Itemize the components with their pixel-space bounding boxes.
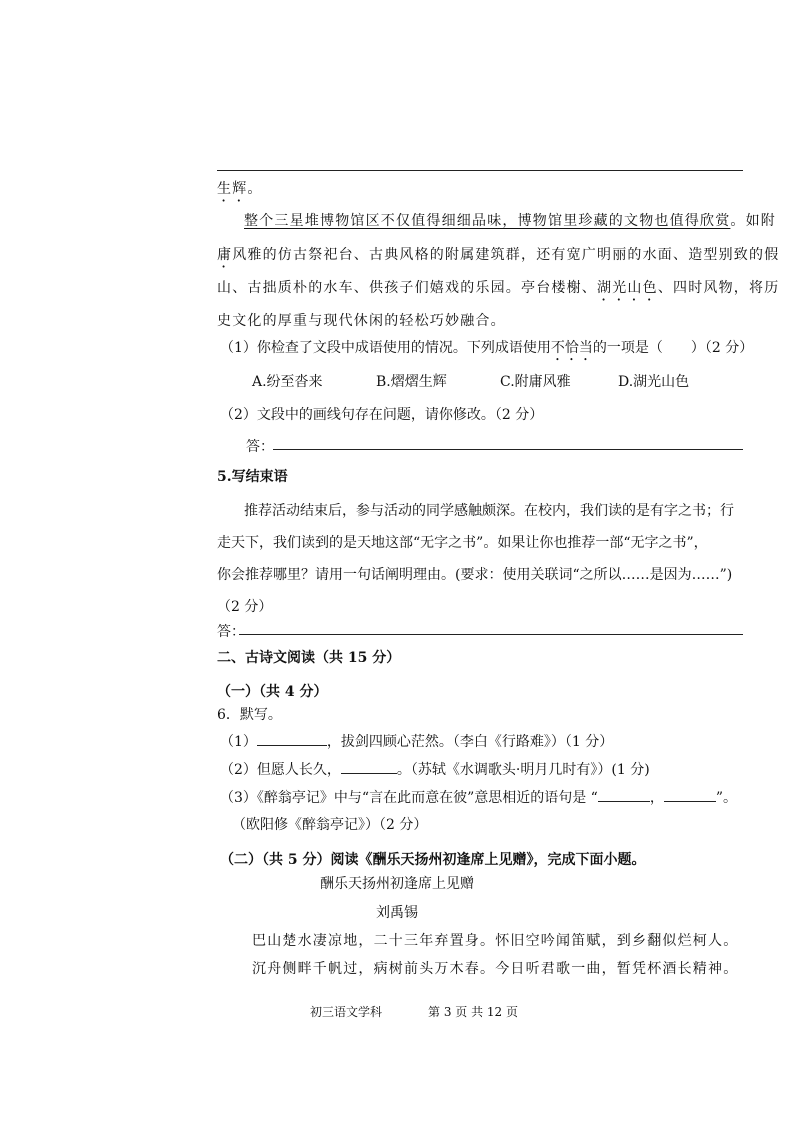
answer-label-s5: 答： bbox=[217, 624, 245, 640]
paragraph-continuation: 生辉。 bbox=[217, 181, 263, 197]
blank-6-1[interactable] bbox=[257, 731, 327, 746]
poem-author: 刘禹锡 bbox=[376, 905, 418, 921]
answer-label-q2: 答： bbox=[246, 439, 274, 455]
section-5-line-1: 推荐活动结束后，参与活动的同学感触颇深。在校内，我们读的是有字之书；行 bbox=[244, 503, 734, 519]
option-a: A.纷至沓来 bbox=[252, 374, 323, 390]
question-1: （1）你检查了文段中成语使用的情况。下列成语使用不恰当的一项是（ ）（2 分） bbox=[220, 340, 754, 356]
paragraph-line-4: 史文化的厚重与现代休闲的轻松巧妙融合。 bbox=[217, 313, 506, 329]
section-5-heading: 5.写结束语 bbox=[217, 469, 288, 485]
question-6-3-source: （欧阳修《醉翁亭记》）（2 分） bbox=[232, 817, 428, 833]
question-2: （2）文段中的画线句存在问题，请你修改。（2 分） bbox=[220, 407, 544, 423]
section-5-line-2: 走天下，我们读到的是天地这部“无字之书”。如果让你也推荐一部“无字之书”， bbox=[217, 535, 708, 551]
section-5-line-4: （2 分） bbox=[217, 599, 273, 615]
blank-6-2[interactable] bbox=[341, 759, 397, 774]
subsection-2-heading: （二）（共 5 分）阅读《酬乐天扬州初逢席上见赠》，完成下面小题。 bbox=[220, 852, 646, 868]
emphasized-idiom: 湖光山色 bbox=[597, 280, 658, 296]
emphasis-inappropriate: 不恰当 bbox=[550, 340, 593, 356]
option-b: B.熠熠生辉 bbox=[376, 374, 447, 390]
option-d: D.湖光山色 bbox=[618, 374, 690, 390]
top-rule bbox=[217, 170, 743, 171]
poem-title: 酬乐天扬州初逢席上见赠 bbox=[320, 876, 474, 892]
section-5-line-3: 你会推荐哪里？请用一句话阐明理由。(要求：使用关联词“之所以……是因为……”) bbox=[217, 567, 733, 583]
section-2-heading: 二、古诗文阅读（共 15 分） bbox=[217, 650, 401, 666]
answer-line-s5[interactable] bbox=[239, 634, 743, 635]
paragraph-line-3: 山、古拙质朴的水车、供孩子们嬉戏的乐园。亭台楼榭、湖光山色、四时风物，将历 bbox=[217, 280, 780, 296]
underlined-sentence: 整个三星堆博物馆区不仅值得细细品味，博物馆里珍藏的文物也值得欣赏 bbox=[244, 213, 731, 229]
paragraph-line-1: 整个三星堆博物馆区不仅值得细细品味，博物馆里珍藏的文物也值得欣赏。如附 bbox=[244, 213, 777, 229]
blank-6-3a[interactable] bbox=[598, 787, 650, 802]
poem-line-1: 巴山楚水凄凉地，二十三年弃置身。怀旧空吟闻笛赋，到乡翻似烂柯人。 bbox=[252, 933, 739, 949]
question-6: 6．默写。 bbox=[217, 707, 282, 723]
question-6-1: （1） ，拔剑四顾心茫然。（李白《行路难》）（1 分） bbox=[220, 731, 613, 751]
answer-line-q2[interactable] bbox=[273, 449, 743, 450]
footer-page-number: 第 3 页 共 12 页 bbox=[428, 1005, 518, 1019]
blank-6-3b[interactable] bbox=[664, 787, 716, 802]
subsection-1-heading: （一）（共 4 分） bbox=[217, 684, 328, 700]
option-c: C.附庸风雅 bbox=[500, 374, 571, 390]
poem-line-2: 沉舟侧畔千帆过，病树前头万木春。今日听君歌一曲，暂凭杯酒长精神。 bbox=[252, 961, 739, 977]
paragraph-line-2: 庸风雅的仿古祭祀台、古典风格的附属建筑群，还有宽广明丽的水面、造型别致的假 bbox=[217, 247, 780, 263]
question-6-3: （3）《醉翁亭记》中与“言在此而意在彼”意思相近的语句是 “ ， ”。 bbox=[220, 787, 737, 807]
question-6-2: （2）但愿人长久， 。（苏轼《水调歌头·明月几时有》）(1 分) bbox=[220, 759, 650, 779]
footer-subject: 初三语文学科 bbox=[310, 1005, 383, 1019]
